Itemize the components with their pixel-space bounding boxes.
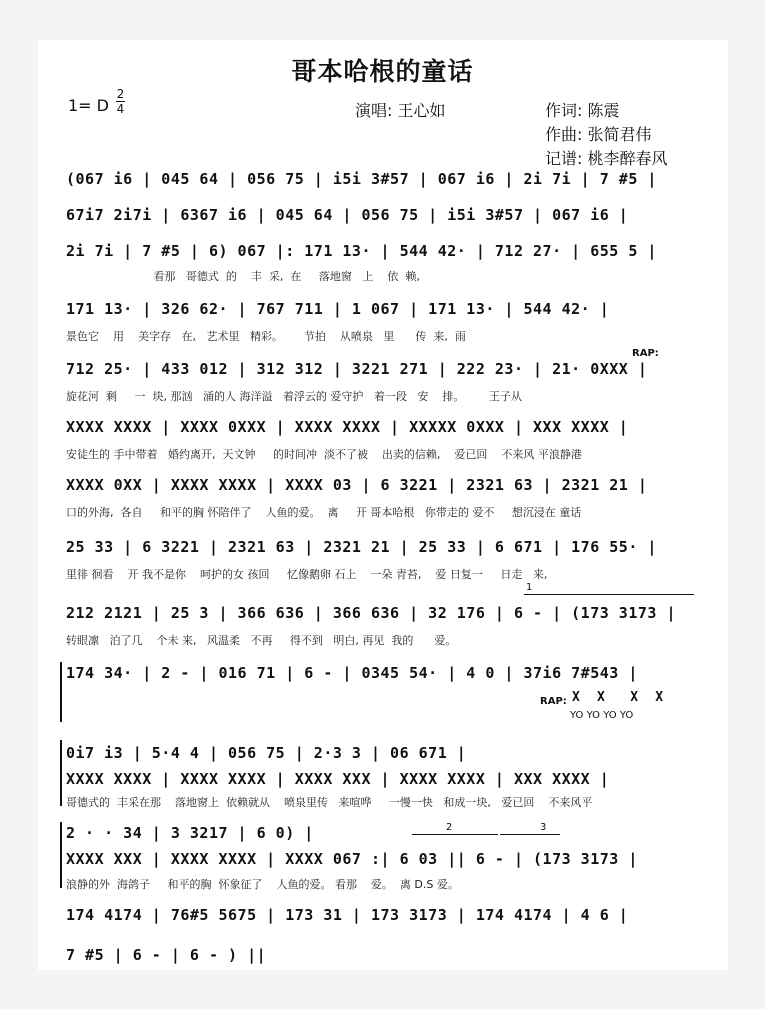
lyricist-credit: 作词: 陈震	[545, 101, 620, 120]
lyric-line: 里徘 徊看 开 我不是你 呵护的女 孩回 忆像鹅卵 石上 一朵 青苔, 爱 日复一 日走 来,	[66, 568, 548, 581]
lyric-line: 浪静的外 海鸽子 和平的胸 怀象征了 人鱼的爱。 看那 爱。 离 D.S 爱。	[66, 878, 459, 891]
notation-line: 0i7 i3 | 5·4 4 | 056 75 | 2·3 3 | 06 671 |	[66, 744, 467, 762]
notation-line: 67i7 2i7i | 6367 i6 | 045 64 | 056 75 | i5i 3#57 | 067 i6 |	[66, 206, 629, 224]
system-bracket	[60, 822, 62, 888]
volta-bracket-1	[524, 582, 694, 595]
lyric-line: 安徒生的 手中带着 婚约离开, 天文钟 的时间冲 淡不了被 出卖的信赖, 爱已回 不来风 平浪静港	[66, 448, 582, 461]
song-title: 哥本哈根的童话	[291, 57, 474, 86]
notation-line: 174 4174 | 76#5 5675 | 173 31 | 173 3173 | 174 4174 | 4 6 |	[66, 906, 629, 924]
notation-line: 212 2121 | 25 3 | 366 636 | 366 636 | 32 176 | 6 - | (173 3173 |	[66, 604, 676, 622]
singer-credit: 演唱: 王心如	[355, 101, 446, 120]
composer-credit: 作曲: 张简君伟	[545, 125, 652, 144]
lyric-line: 看那 哥德式 的 丰 采, 在 落地窗 上 依 赖,	[66, 270, 420, 283]
time-sig-denominator: 4	[116, 102, 125, 116]
key-signature: 1= D	[68, 96, 109, 115]
system-bracket	[60, 740, 62, 806]
notation-line: (067 i6 | 045 64 | 056 75 | i5i 3#57 | 067 i6 | 2i 7i | 7 #5 |	[66, 170, 657, 188]
lyric-line: 哥德式的 丰采在那 落地窗上 依赖就从 喷泉里传 来喧哗 一慢一快 和成一块, 爱已回 不来风平	[66, 796, 593, 809]
volta-number: 2	[446, 822, 453, 833]
notation-line: 7 #5 | 6 - | 6 - ) ||	[66, 946, 267, 964]
lyric-line: 口的外海, 各自 和平的胸 怀陪伴了 人鱼的爱。 离 开 哥本哈根 你带走的 爱不 想沉浸在 童话	[66, 506, 582, 519]
notation-line: 2i 7i | 7 #5 | 6) 067 |: 171 13· | 544 42· | 712 27· | 655 5 |	[66, 242, 657, 260]
notation-line: 171 13· | 326 62· | 767 711 | 1 067 | 171 13· | 544 42· |	[66, 300, 610, 318]
lyric-line: 转眼凛 泊了几 个未 来, 风温柔 不再 得不到 明白, 再见 我的 爱。	[66, 634, 457, 647]
rap-label: RAP:	[540, 696, 567, 707]
time-sig-numerator: 2	[116, 87, 125, 101]
lyric-line: 景色它 用 美字存 在, 艺术里 精彩。 节拍 从喷泉 里 传 来, 雨	[66, 330, 466, 343]
volta-number: 3	[540, 822, 547, 833]
notation-line: 25 33 | 6 3221 | 2321 63 | 2321 21 | 25 33 | 6 671 | 176 55· |	[66, 538, 657, 556]
transcriber-credit: 记谱: 桃李醉春风	[545, 149, 668, 168]
notation-line: 712 25· | 433 012 | 312 312 | 3221 271 | 222 23· | 21· 0XXX |	[66, 360, 648, 378]
notation-line: XXXX XXXX | XXXX 0XXX | XXXX XXXX | XXXXX 0XXX | XXX XXXX |	[66, 418, 629, 436]
rap-label: RAP:	[632, 348, 659, 359]
notation-line: XXXX XXXX | XXXX XXXX | XXXX XXX | XXXX XXXX | XXX XXXX |	[66, 770, 610, 788]
time-signature	[116, 88, 125, 115]
notation-line: XXXX XXX | XXXX XXXX | XXXX 067 :| 6 03 || 6 - | (173 3173 |	[66, 850, 638, 868]
notation-line: 2 · · 34 | 3 3217 | 6 0) |	[66, 824, 314, 842]
rap-notes: X X X X	[572, 690, 664, 705]
system-bracket	[60, 662, 62, 722]
notation-line: 174 34· | 2 - | 016 71 | 6 - | 0345 54· | 4 0 | 37i6 7#543 |	[66, 664, 638, 682]
lyric-line: 旋花河 剩 一 块, 那汹 涌的人 海洋溢 着浮云的 爱守护 着一段 安 排。 王子从	[66, 390, 522, 403]
notation-line: XXXX 0XX | XXXX XXXX | XXXX 03 | 6 3221 | 2321 63 | 2321 21 |	[66, 476, 648, 494]
rap-yo-line: YO YO YO YO	[570, 710, 634, 721]
volta-number: 1	[526, 582, 533, 593]
